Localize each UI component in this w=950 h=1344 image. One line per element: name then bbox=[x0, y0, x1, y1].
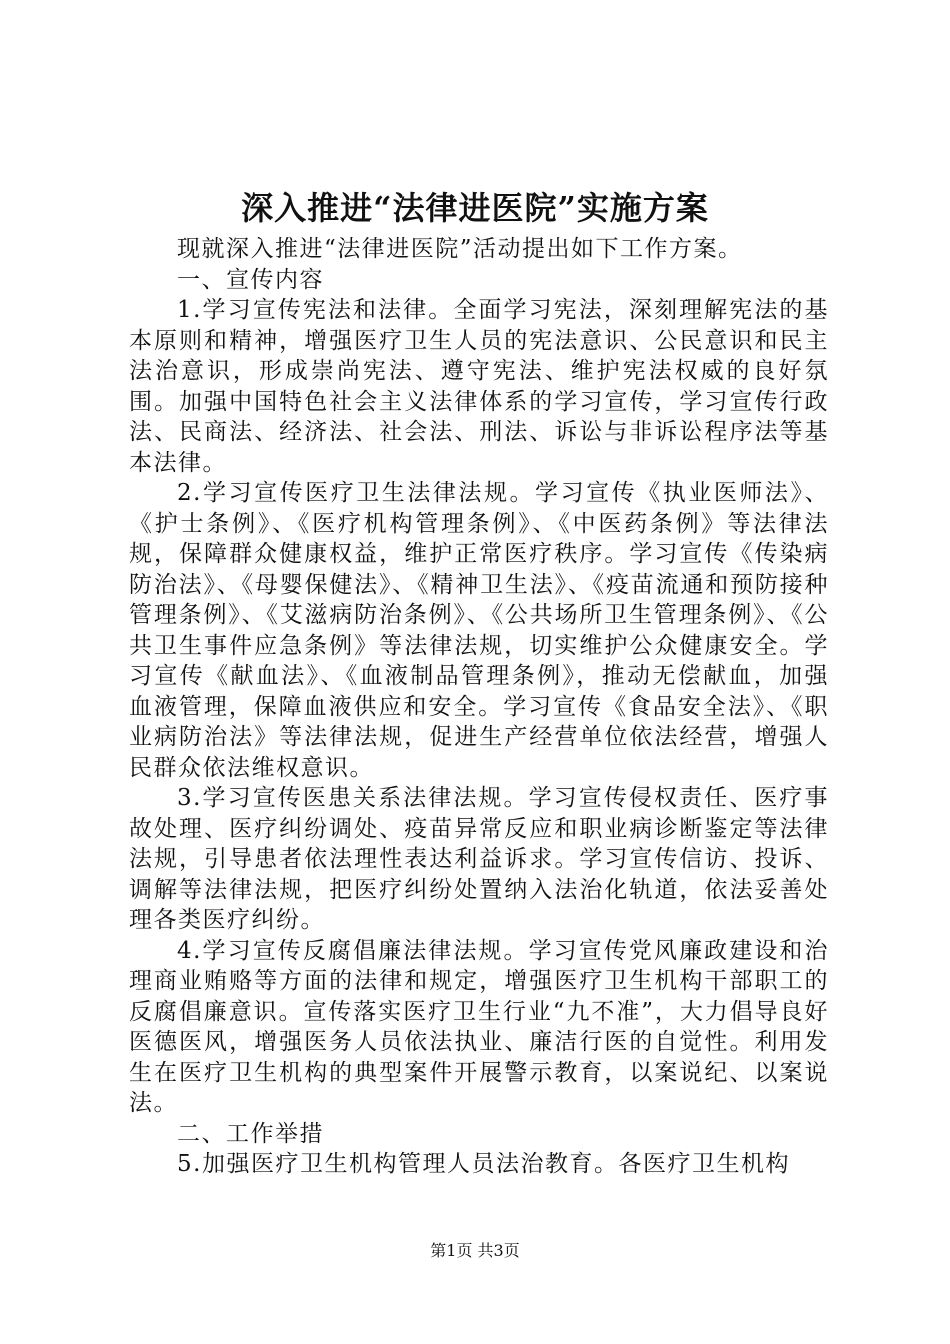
document-title: 深入推进“法律进医院”实施方案 bbox=[241, 189, 709, 227]
page-footer bbox=[0, 1241, 950, 1261]
paragraph-item-2: 2.学习宣传医疗卫生法律法规。学习宣传《执业医师法》、《护士条例》、《医疗机构管理条例》、《中医药条例》等法律法规，保障群众健康权益，维护正常医疗秩序。学习宣传《传染病防治法》、《母婴保健法》、《精神卫生法》、《疫苗流通和预防接种管理条例》、《艾滋病防治条例》、《公共场所卫生管理条例》、《公共卫生事件应急条例》等法律法规，切实维护公众健康安全。学习宣传《献血法》、《血液制品管理条例》，推动无偿献血，加强血液管理，保障血液供应和安全。学习宣传《食品安全法》、《职业病防治法》等法律法规，促进生产经营单位依法经营，增强人民群众依法维权意识。 bbox=[129, 480, 829, 781]
paragraph-item-1: 1.学习宣传宪法和法律。全面学习宪法，深刻理解宪法的基本原则和精神，增强医疗卫生人员的宪法意识、公民意识和民主法治意识，形成崇尚宪法、遵守宪法、维护宪法权威的良好氛围。加强中国特色社会主义法律体系的学习宣传，学习宣传行政法、民商法、经济法、社会法、刑法、诉讼与非诉讼程序法等基本法律。 bbox=[129, 297, 829, 476]
paragraph-item-4: 4.学习宣传反腐倡廉法律法规。学习宣传党风廉政建设和治理商业贿赂等方面的法律和规定，增强医疗卫生机构干部职工的反腐倡廉意识。宣传落实医疗卫生行业“九不准”，大力倡导良好医德医风，增强医务人员依法执业、廉洁行医的自觉性。利用发生在医疗卫生机构的典型案件开展警示教育，以案说纪、以案说法。 bbox=[129, 937, 829, 1116]
section-heading-publicity-content: 一、宣传内容 bbox=[177, 266, 324, 293]
page-number-indicator: 第1页 共3页 bbox=[430, 1241, 520, 1260]
section-heading-work-measures: 二、工作举措 bbox=[177, 1120, 324, 1147]
paragraph-item-5: 5.加强医疗卫生机构管理人员法治教育。各医疗卫生机构 bbox=[177, 1151, 790, 1177]
document-body bbox=[129, 234, 829, 1180]
intro-paragraph: 现就深入推进“法律进医院”活动提出如下工作方案。 bbox=[177, 236, 743, 262]
paragraph-item-3: 3.学习宣传医患关系法律法规。学习宣传侵权责任、医疗事故处理、医疗纠纷调处、疫苗异常反应和职业病诊断鉴定等法律法规，引导患者依法理性表达利益诉求。学习宣传信访、投诉、调解等法律法规，把医疗纠纷处置纳入法治化轨道，依法妥善处理各类医疗纠纷。 bbox=[129, 785, 829, 933]
